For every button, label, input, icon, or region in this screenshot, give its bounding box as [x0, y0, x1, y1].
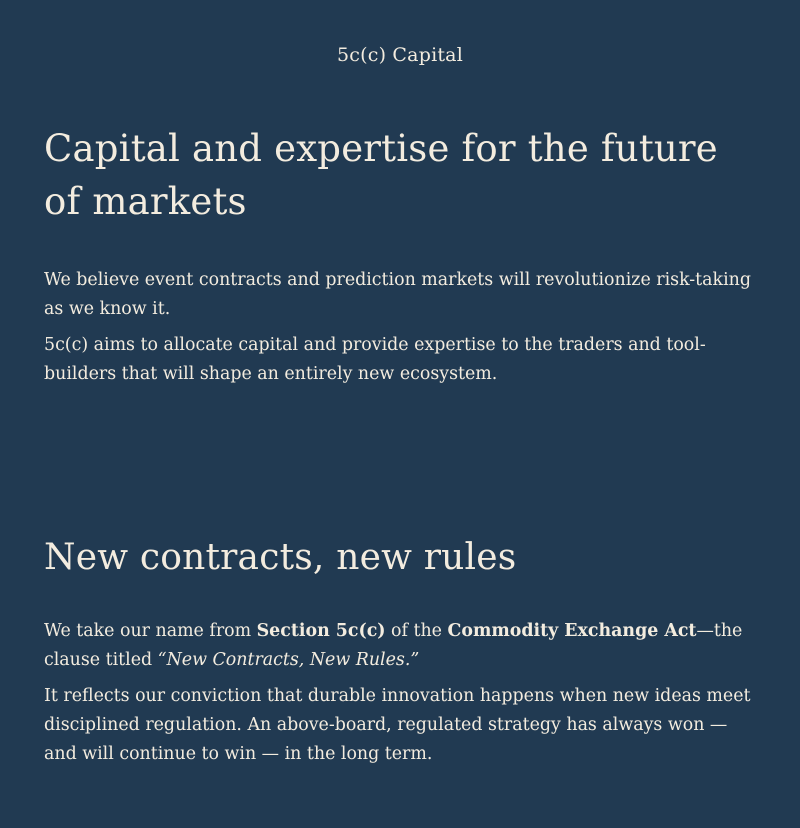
section-reference: Section 5c(c): [256, 621, 386, 641]
site-brand: 5c(c) Capital: [337, 44, 463, 66]
rules-paragraph-2: It reflects our conviction that durable innovation happens when new ideas meet disciplined regulation. An above-board, regulated strategy has always won — and will continue to win — in the long term.: [44, 686, 751, 764]
clause-title: “New Contracts, New Rules.”: [157, 650, 420, 670]
rules-title: New contracts, new rules: [44, 537, 517, 578]
rules-section: [44, 533, 760, 769]
clause-text: —the clause titled: [44, 621, 743, 670]
hero-paragraph-2: 5c(c) aims to allocate capital and provide expertise to the traders and tool-builders that will shape an entirely new ecosystem.: [44, 335, 706, 384]
act-reference: Commodity Exchange Act: [447, 621, 697, 641]
of-text: of the: [385, 621, 448, 641]
rules-paragraph-1: [44, 617, 760, 675]
hero-title: Capital and expertise for the future of markets: [44, 127, 718, 223]
hero-section: [44, 122, 760, 389]
name-origin-text: We take our name from: [44, 621, 257, 641]
hero-paragraph-1: We believe event contracts and prediction markets will revolutionize risk-taking as we know it.: [44, 270, 751, 319]
